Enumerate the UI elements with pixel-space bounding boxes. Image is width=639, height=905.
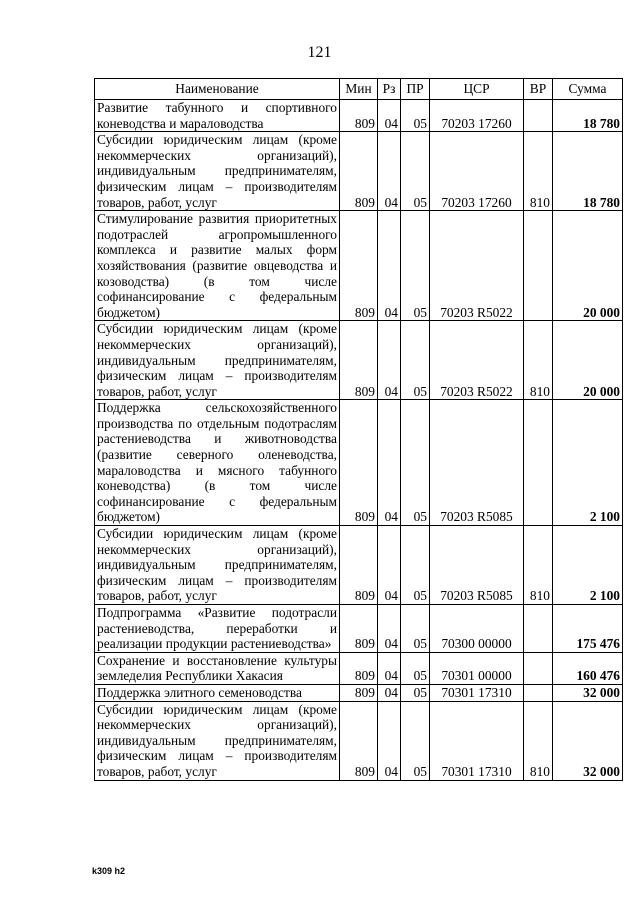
cell-sum: 175 476 — [553, 605, 623, 653]
cell-name: Стимулирование развития приоритетных подотраслей агропромышленного комплекса и развитие малых форм хозяйствования (развитие овцеводства и козоводства) (в том числе софинансирование с федеральным бюджетом) — [95, 211, 340, 321]
cell-sum: 2 100 — [553, 526, 623, 605]
cell-rz: 04 — [378, 526, 401, 605]
header-rz: Рз — [378, 79, 401, 100]
cell-vr: 810 — [524, 321, 553, 400]
table-row — [95, 652, 623, 684]
table-row — [95, 701, 623, 780]
cell-vr — [524, 684, 553, 701]
cell-pr: 05 — [401, 684, 430, 701]
cell-sum: 160 476 — [553, 652, 623, 684]
cell-pr: 05 — [401, 132, 430, 211]
cell-csr: 70203 R5085 — [430, 526, 524, 605]
cell-vr: 810 — [524, 132, 553, 211]
cell-rz: 04 — [378, 321, 401, 400]
header-pr: ПР — [401, 79, 430, 100]
table-row — [95, 132, 623, 211]
cell-sum: 32 000 — [553, 701, 623, 780]
cell-rz: 04 — [378, 684, 401, 701]
cell-rz: 04 — [378, 132, 401, 211]
cell-name: Субсидии юридическим лицам (кроме некоммерческих организаций), индивидуальным предпринимателям, физическим лицам – производителям товаров, работ, услуг — [95, 321, 340, 400]
table-row — [95, 400, 623, 526]
cell-name: Субсидии юридическим лицам (кроме некоммерческих организаций), индивидуальным предпринимателям, физическим лицам – производителям товаров, работ, услуг — [95, 701, 340, 780]
header-sum: Сумма — [553, 79, 623, 100]
cell-name: Сохранение и восстановление культуры земледелия Республики Хакасия — [95, 652, 340, 684]
cell-min: 809 — [340, 321, 378, 400]
cell-min: 809 — [340, 132, 378, 211]
cell-sum: 2 100 — [553, 400, 623, 526]
header-csr: ЦСР — [430, 79, 524, 100]
cell-pr: 05 — [401, 400, 430, 526]
cell-sum: 20 000 — [553, 321, 623, 400]
cell-csr: 70301 17310 — [430, 684, 524, 701]
cell-rz: 04 — [378, 701, 401, 780]
cell-pr: 05 — [401, 701, 430, 780]
cell-csr: 70203 R5022 — [430, 321, 524, 400]
cell-csr: 70300 00000 — [430, 605, 524, 653]
cell-csr: 70301 00000 — [430, 652, 524, 684]
table-row — [95, 321, 623, 400]
page-number: 121 — [307, 44, 332, 61]
table-row — [95, 100, 623, 132]
cell-pr: 05 — [401, 652, 430, 684]
cell-min: 809 — [340, 100, 378, 132]
cell-vr: 810 — [524, 526, 553, 605]
cell-name: Субсидии юридическим лицам (кроме некоммерческих организаций), индивидуальным предпринимателям, физическим лицам – производителям товаров, работ, услуг — [95, 526, 340, 605]
cell-vr — [524, 400, 553, 526]
header-name: Наименование — [95, 79, 340, 100]
cell-sum: 18 780 — [553, 132, 623, 211]
footer-code: k309 h2 — [92, 866, 126, 876]
cell-rz: 04 — [378, 100, 401, 132]
budget-table — [94, 78, 623, 781]
cell-name: Поддержка элитного семеноводства — [95, 684, 340, 701]
cell-rz: 04 — [378, 400, 401, 526]
table-row — [95, 526, 623, 605]
cell-min: 809 — [340, 526, 378, 605]
cell-min: 809 — [340, 701, 378, 780]
cell-sum: 20 000 — [553, 211, 623, 321]
cell-csr: 70203 17260 — [430, 132, 524, 211]
header-vr: ВР — [524, 79, 553, 100]
cell-pr: 05 — [401, 526, 430, 605]
cell-vr — [524, 211, 553, 321]
cell-vr — [524, 100, 553, 132]
cell-rz: 04 — [378, 211, 401, 321]
cell-min: 809 — [340, 605, 378, 653]
cell-min: 809 — [340, 684, 378, 701]
cell-pr: 05 — [401, 605, 430, 653]
cell-pr: 05 — [401, 211, 430, 321]
cell-min: 809 — [340, 652, 378, 684]
cell-rz: 04 — [378, 605, 401, 653]
table-row — [95, 211, 623, 321]
cell-pr: 05 — [401, 321, 430, 400]
cell-vr — [524, 652, 553, 684]
cell-csr: 70203 R5085 — [430, 400, 524, 526]
cell-csr: 70301 17310 — [430, 701, 524, 780]
cell-pr: 05 — [401, 100, 430, 132]
cell-min: 809 — [340, 400, 378, 526]
table-row — [95, 605, 623, 653]
cell-csr: 70203 R5022 — [430, 211, 524, 321]
cell-vr: 810 — [524, 701, 553, 780]
header-min: Мин — [340, 79, 378, 100]
cell-name: Субсидии юридическим лицам (кроме некоммерческих организаций), индивидуальным предпринимателям, физическим лицам – производителям товаров, работ, услуг — [95, 132, 340, 211]
cell-sum: 18 780 — [553, 100, 623, 132]
table-row — [95, 684, 623, 701]
table-body — [95, 100, 623, 781]
cell-name: Подпрограмма «Развитие подотрасли растениеводства, переработки и реализации продукции растениеводства» — [95, 605, 340, 653]
cell-csr: 70203 17260 — [430, 100, 524, 132]
cell-vr — [524, 605, 553, 653]
cell-min: 809 — [340, 211, 378, 321]
table-header-row — [95, 79, 623, 100]
cell-name: Поддержка сельскохозяйственного производства по отдельным подотраслям растениеводства и животноводства (развитие северного оленеводства, мараловодства и мясного табунного коневодства) (в том числе софинансирование с федеральным бюджетом) — [95, 400, 340, 526]
cell-rz: 04 — [378, 652, 401, 684]
cell-sum: 32 000 — [553, 684, 623, 701]
cell-name: Развитие табунного и спортивного коневодства и мараловодства — [95, 100, 340, 132]
